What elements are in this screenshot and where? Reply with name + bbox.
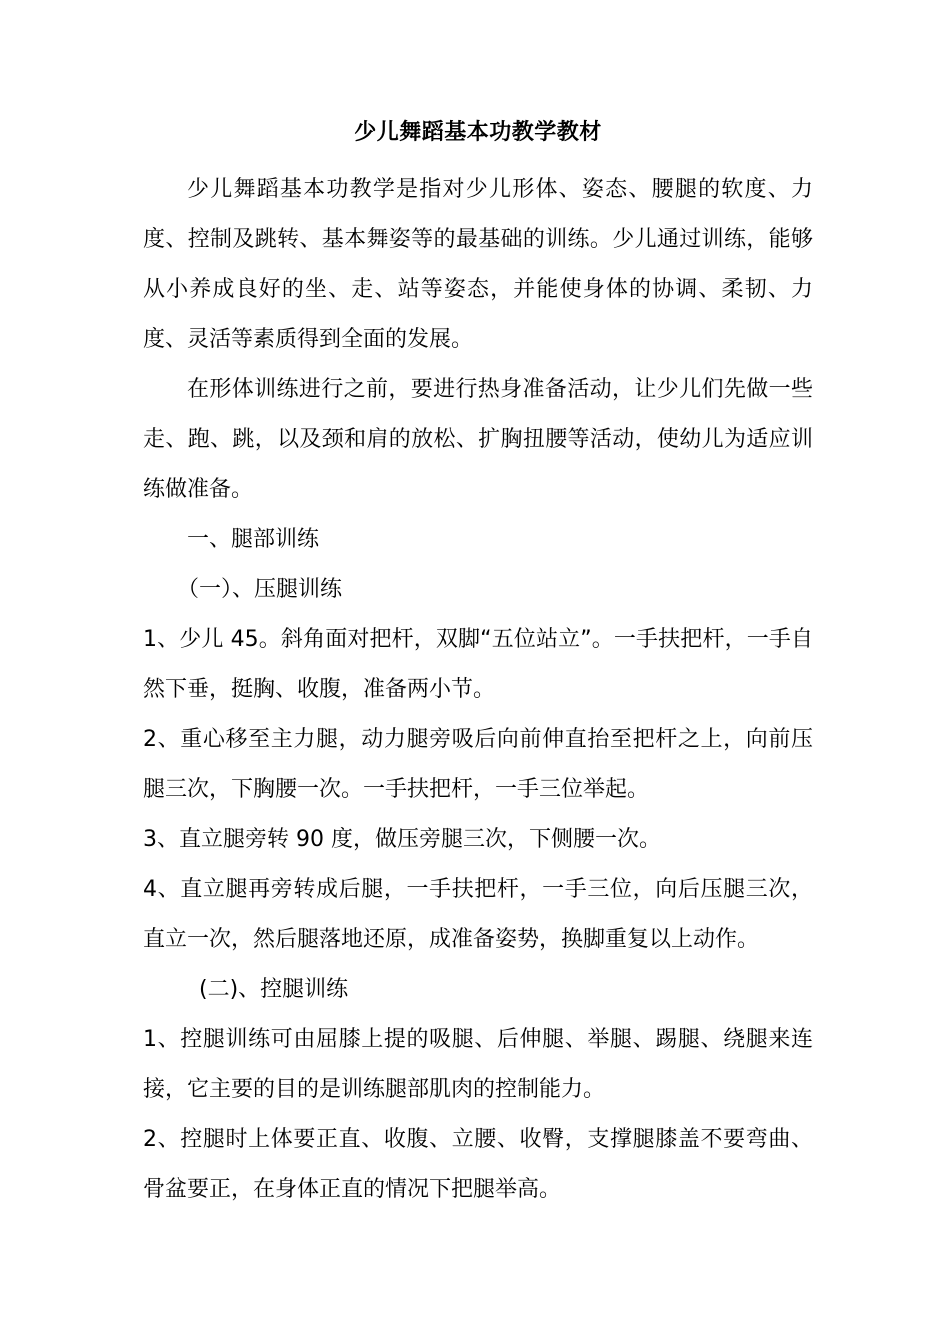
list-item: 4、直立腿再旁转成后腿，一手扶把杆，一手三位，向后压腿三次，直立一次，然后腿落地还原，成准备姿势，换脚重复以上动作。 [143,877,813,952]
intro-paragraph-2: 在形体训练进行之前，要进行热身准备活动，让少儿们先做一些走、跑、跳，以及颈和肩的放松、扩胸扭腰等活动，使幼儿为适应训练做准备。 [143,377,813,502]
document-body [143,115,813,1215]
list-item: 3、直立腿旁转 90 度，做压旁腿三次，下侧腰一次。 [143,827,661,852]
list-item: 1、控腿训练可由屈膝上提的吸腿、后伸腿、举腿、踢腿、绕腿来连接，它主要的目的是训练腿部肌肉的控制能力。 [143,1027,813,1102]
list-item: 2、控腿时上体要正直、收腹、立腰、收臀，支撑腿膝盖不要弯曲、骨盆要正，在身体正直的情况下把腿举高。 [143,1127,813,1202]
document-title: 少儿舞蹈基本功教学教材 [354,120,602,145]
list-item: 2、重心移至主力腿，动力腿旁吸后向前伸直抬至把杆之上，向前压腿三次，下胸腰一次。一手扶把杆，一手三位举起。 [143,727,813,802]
subsection-heading-control-leg: (二)、控腿训练 [199,977,349,1002]
subsection-heading-press-leg: （一）、压腿训练 [177,577,343,602]
list-item: 1、少儿 45。斜角面对把杆，双脚“五位站立”。一手扶把杆，一手自然下垂，挺胸、收腹，准备两小节。 [143,627,813,702]
intro-paragraph-1: 少儿舞蹈基本功教学是指对少儿形体、姿态、腰腿的软度、力度、控制及跳转、基本舞姿等的最基础的训练。少儿通过训练，能够从小养成良好的坐、走、站等姿态，并能使身体的协调、柔韧、力度、灵活等素质得到全面的发展。 [143,177,813,352]
section-heading-leg-training: 一、腿部训练 [187,527,320,552]
